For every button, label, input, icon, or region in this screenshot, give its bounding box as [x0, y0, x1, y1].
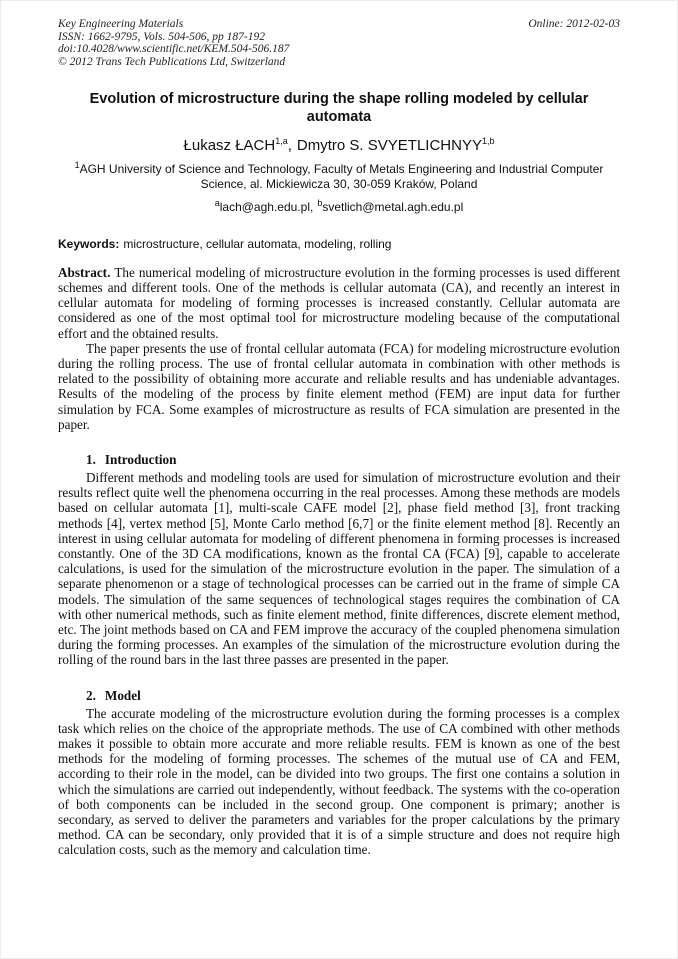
section-model	[58, 688, 620, 858]
section-model-paragraph: The accurate modeling of the microstructure evolution during the forming processes is a complex task which relies on the choice of the appropriate methods. The use of CA combined with other methods makes it possible to obtain more accurate and more reliable results. FEM is known as one of the best methods for the modeling of forming processes. The schemes of the mutual use of CA and FEM, according to their role in the model, can be divided into two groups. The first one contains a solution in which the simulations are carried out independently, without feedback. The systems with the co-operation of both components can be included in the second group. One component is primary; another is secondary, as served to deliver the parameters and variables for the proper calculations by the primary method. CA can be secondary, only provided that it is of a simple structure and does not require high calculation costs, such as the memory and calculation time.	[58, 705, 620, 858]
section-introduction-paragraph: Different methods and modeling tools are used for simulation of microstructure evolution and their results reflect quite well the phenomena occurring in the real processes. Among these methods are models based on cellular automata [1], multi-scale CAFE model [2], phase field method [3], front tracking methods [4], vertex method [5], Monte Carlo method [6,7] or the finite element method [8]. Recently an interest in using cellular automata for modeling of different phenomena in forming processes is increased constantly. One of the 3D CA modifications, known as the frontal CA (FCA) [9], capable to accelerate calculations, is used for the simulation of the microstructure evolution in the paper. The simulation of a separate phenomenon or a stage of technological processes can be carried out in the frame of simple CA models. The simulation of the same sequences of technological stages requires the combination of CA with other numerical methods, such as finite element method, finite differences, discrete element method, etc. The joint methods based on CA and FEM improve the accuracy of the coupled phenomena simulation during the forming processes. An examples of the simulation of the microstructure evolution during the rolling of the round bars in the last three passes are presented in the paper.	[58, 469, 620, 668]
abstract-label: Abstract.	[58, 264, 111, 280]
email-a-superscript: a	[214, 197, 220, 208]
paper-title: Evolution of microstructure during the shape rolling modeled by cellular automata	[89, 91, 589, 125]
affiliation-text: AGH University of Science and Technology, Faculty of Metals Engineering and Industrial Computer Science, al. Mickiewicza 30, 30-059 Kraków, Poland	[79, 161, 604, 191]
online-date: Online: 2012-02-03	[528, 18, 620, 30]
journal-doi-line: doi:10.4028/www.scientific.net/KEM.504-506.187	[58, 43, 290, 55]
author-2-superscript: 1,b	[481, 135, 495, 146]
abstract-paragraph-1-text: The numerical modeling of microstructure evolution in the forming processes is used different schemes and different tools. One of the methods is cellular automata (CA), and recently an interest in cellular automata for modeling of forming processes is increased constantly. Cellular automata are considered as one of the most optimal tool for microstructure modeling because of the computational effort and the obtained results.	[58, 264, 620, 341]
journal-name: Key Engineering Materials	[58, 18, 184, 30]
author-1-superscript: 1,a	[275, 135, 288, 146]
author-2-name: Dmytro S. SVYETLICHNYY	[296, 136, 482, 154]
keywords-label: Keywords:	[58, 236, 120, 251]
email-b-superscript: b	[317, 197, 323, 208]
section-model-heading	[58, 688, 620, 704]
journal-issn-line: ISSN: 1662-9795, Vols. 504-506, pp 187-192	[58, 30, 265, 43]
authors-line	[58, 136, 620, 155]
section-introduction-heading	[58, 452, 620, 468]
abstract-paragraph-1	[58, 265, 620, 341]
section-introduction-number: 1.	[86, 451, 96, 467]
abstract-paragraph-2: The paper presents the use of frontal cellular automata (FCA) for modeling microstructure evolution during the rolling process. The use of frontal cellular automata in combination with other methods is related to the possibility of obtaining more accurate and reliable results and has undeniable advantages. Results of the modeling of the process by finite element method (FEM) are input data for further simulation by FCA. Some examples of microstructure as results of FCA simulation are presented in the paper.	[58, 340, 620, 432]
author-1-name: Łukasz ŁACH	[183, 136, 276, 154]
email-b-address: svetlich@metal.agh.edu.pl	[322, 199, 464, 214]
keywords-text: microstructure, cellular automata, modeling, rolling	[123, 236, 392, 251]
keywords-line	[58, 237, 620, 251]
journal-header	[58, 18, 620, 68]
emails-line	[58, 197, 620, 214]
section-introduction-title: Introduction	[104, 451, 177, 467]
section-model-title: Model	[104, 687, 141, 703]
section-model-number: 2.	[86, 687, 96, 703]
affiliation-superscript: 1	[74, 159, 80, 170]
authors-separator: ,	[287, 136, 292, 154]
journal-copyright-line: © 2012 Trans Tech Publications Ltd, Switzerland	[58, 55, 286, 68]
section-introduction	[58, 452, 620, 668]
email-a-address: lach@agh.edu.pl,	[219, 199, 314, 214]
abstract-block	[58, 265, 620, 432]
affiliation-line	[58, 159, 620, 192]
